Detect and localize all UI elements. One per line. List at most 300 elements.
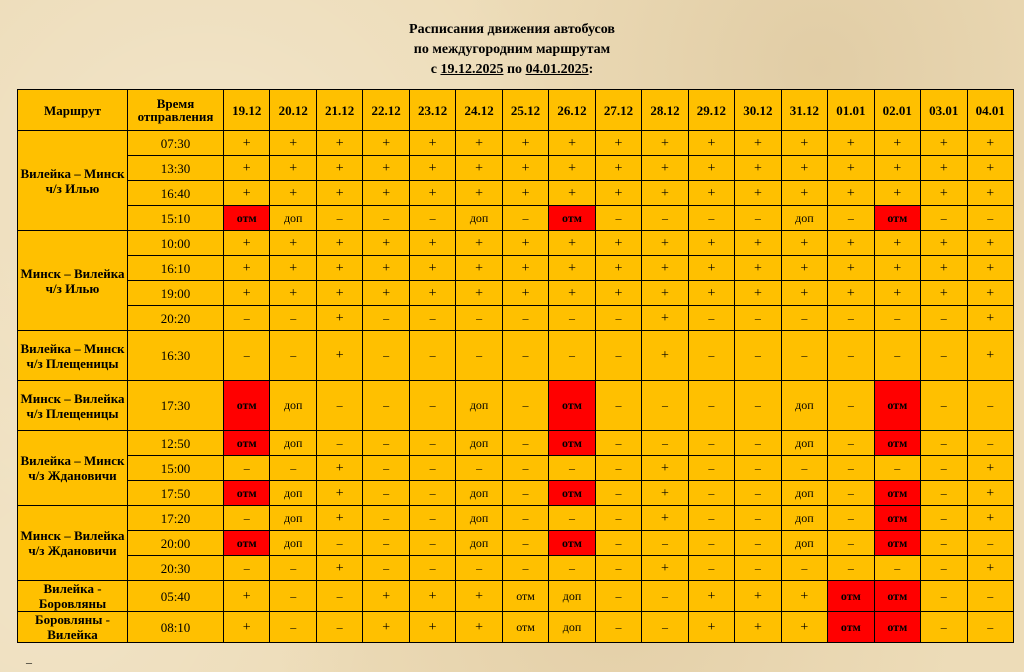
schedule-cell: –: [874, 556, 920, 581]
schedule-cell: +: [735, 131, 781, 156]
schedule-cell: +: [363, 256, 409, 281]
schedule-cell: –: [409, 531, 455, 556]
schedule-cell: –: [735, 481, 781, 506]
schedule-cell: отм: [828, 612, 874, 643]
schedule-cell: +: [316, 256, 362, 281]
schedule-cell: –: [735, 206, 781, 231]
schedule-cell: –: [363, 331, 409, 381]
schedule-cell: –: [224, 331, 270, 381]
schedule-cell: +: [409, 612, 455, 643]
schedule-cell: +: [363, 231, 409, 256]
schedule-row: [18, 531, 1014, 556]
schedule-cell: –: [363, 456, 409, 481]
schedule-row: [18, 306, 1014, 331]
route-name: Боровляны - Вилейка: [18, 612, 128, 643]
schedule-row: [18, 581, 1014, 612]
schedule-cell: +: [967, 181, 1013, 206]
title-line-1: Расписания движения автобусов: [409, 22, 615, 37]
schedule-cell: +: [316, 156, 362, 181]
header-date: 25.12: [502, 90, 548, 131]
schedule-cell: +: [967, 156, 1013, 181]
schedule-cell: отм: [224, 531, 270, 556]
schedule-cell: +: [781, 156, 827, 181]
departure-time: 08:10: [128, 612, 224, 643]
schedule-cell: –: [828, 506, 874, 531]
header-date: 02.01: [874, 90, 920, 131]
schedule-row: [18, 381, 1014, 431]
schedule-cell: +: [921, 256, 967, 281]
schedule-cell: –: [502, 456, 548, 481]
schedule-cell: –: [316, 431, 362, 456]
schedule-cell: отм: [874, 612, 920, 643]
header-date: 31.12: [781, 90, 827, 131]
schedule-cell: отм: [224, 206, 270, 231]
schedule-cell: +: [735, 156, 781, 181]
schedule-cell: +: [874, 156, 920, 181]
schedule-cell: доп: [456, 481, 502, 506]
schedule-cell: –: [735, 331, 781, 381]
schedule-cell: +: [828, 231, 874, 256]
schedule-cell: +: [549, 281, 595, 306]
footer-mark: –: [26, 655, 32, 669]
schedule-cell: +: [409, 156, 455, 181]
schedule-cell: +: [456, 581, 502, 612]
schedule-cell: –: [409, 456, 455, 481]
schedule-cell: –: [224, 306, 270, 331]
schedule-cell: –: [316, 581, 362, 612]
schedule-cell: +: [316, 456, 362, 481]
schedule-cell: доп: [781, 506, 827, 531]
schedule-cell: доп: [270, 531, 316, 556]
schedule-cell: +: [224, 156, 270, 181]
schedule-cell: отм: [549, 206, 595, 231]
title-line-2: по междугородним маршрутам: [413, 42, 611, 57]
schedule-cell: +: [409, 181, 455, 206]
schedule-cell: –: [921, 381, 967, 431]
schedule-cell: +: [967, 131, 1013, 156]
schedule-cell: –: [270, 581, 316, 612]
schedule-cell: +: [688, 181, 734, 206]
schedule-cell: +: [921, 156, 967, 181]
schedule-cell: –: [363, 481, 409, 506]
schedule-row: [18, 156, 1014, 181]
schedule-cell: –: [363, 381, 409, 431]
schedule-cell: +: [409, 281, 455, 306]
schedule-cell: +: [316, 306, 362, 331]
schedule-cell: –: [642, 381, 688, 431]
schedule-cell: +: [224, 131, 270, 156]
schedule-cell: –: [735, 381, 781, 431]
schedule-cell: –: [967, 581, 1013, 612]
schedule-cell: +: [363, 281, 409, 306]
schedule-cell: +: [316, 506, 362, 531]
schedule-cell: +: [595, 281, 641, 306]
route-name: Вилейка – Минск ч/з Плещеницы: [18, 331, 128, 381]
schedule-cell: +: [828, 156, 874, 181]
schedule-cell: –: [595, 456, 641, 481]
schedule-cell: +: [967, 506, 1013, 531]
schedule-cell: +: [735, 231, 781, 256]
schedule-cell: –: [688, 381, 734, 431]
schedule-cell: отм: [549, 381, 595, 431]
schedule-cell: +: [595, 231, 641, 256]
route-name: Минск – Вилейка ч/з Илью: [18, 231, 128, 331]
schedule-cell: +: [967, 306, 1013, 331]
schedule-row: [18, 206, 1014, 231]
departure-time: 20:00: [128, 531, 224, 556]
schedule-cell: +: [224, 581, 270, 612]
schedule-cell: –: [828, 556, 874, 581]
schedule-cell: –: [595, 431, 641, 456]
schedule-cell: –: [781, 306, 827, 331]
schedule-cell: +: [642, 156, 688, 181]
schedule-cell: –: [316, 612, 362, 643]
schedule-cell: –: [456, 306, 502, 331]
title-mid: по: [503, 62, 526, 77]
schedule-row: [18, 481, 1014, 506]
schedule-cell: –: [921, 431, 967, 456]
schedule-cell: +: [642, 481, 688, 506]
schedule-cell: –: [642, 581, 688, 612]
schedule-cell: –: [735, 431, 781, 456]
schedule-cell: –: [688, 431, 734, 456]
schedule-cell: +: [224, 231, 270, 256]
header-row: [18, 90, 1014, 131]
route-name: Минск – Вилейка ч/з Плещеницы: [18, 381, 128, 431]
schedule-cell: –: [688, 306, 734, 331]
schedule-cell: –: [270, 331, 316, 381]
schedule-cell: отм: [874, 581, 920, 612]
schedule-cell: +: [363, 156, 409, 181]
schedule-cell: +: [874, 231, 920, 256]
schedule-cell: +: [967, 456, 1013, 481]
schedule-cell: –: [595, 612, 641, 643]
schedule-cell: +: [456, 256, 502, 281]
schedule-cell: +: [874, 181, 920, 206]
departure-time: 15:10: [128, 206, 224, 231]
schedule-title: [0, 20, 1024, 80]
schedule-cell: +: [363, 181, 409, 206]
schedule-cell: –: [781, 556, 827, 581]
schedule-cell: –: [967, 431, 1013, 456]
schedule-cell: +: [270, 281, 316, 306]
schedule-cell: +: [595, 256, 641, 281]
schedule-cell: –: [595, 556, 641, 581]
header-date: 04.01: [967, 90, 1013, 131]
header-date: 26.12: [549, 90, 595, 131]
schedule-cell: +: [688, 156, 734, 181]
schedule-cell: +: [642, 456, 688, 481]
schedule-cell: –: [921, 531, 967, 556]
schedule-cell: –: [688, 481, 734, 506]
schedule-cell: отм: [549, 481, 595, 506]
schedule-cell: отм: [874, 531, 920, 556]
schedule-cell: –: [735, 456, 781, 481]
schedule-cell: –: [595, 581, 641, 612]
schedule-cell: –: [688, 506, 734, 531]
schedule-cell: отм: [549, 431, 595, 456]
schedule-cell: –: [409, 556, 455, 581]
schedule-cell: –: [828, 306, 874, 331]
title-suffix: :: [588, 62, 594, 77]
schedule-cell: –: [735, 506, 781, 531]
schedule-cell: +: [642, 306, 688, 331]
departure-time: 16:10: [128, 256, 224, 281]
schedule-cell: –: [502, 306, 548, 331]
schedule-cell: –: [874, 306, 920, 331]
schedule-cell: +: [595, 181, 641, 206]
schedule-cell: +: [828, 131, 874, 156]
schedule-cell: –: [921, 206, 967, 231]
schedule-cell: –: [921, 456, 967, 481]
schedule-cell: +: [224, 181, 270, 206]
schedule-cell: доп: [456, 431, 502, 456]
schedule-cell: –: [502, 381, 548, 431]
schedule-cell: –: [363, 506, 409, 531]
schedule-cell: +: [967, 331, 1013, 381]
schedule-cell: +: [549, 156, 595, 181]
schedule-cell: +: [549, 131, 595, 156]
schedule-cell: –: [316, 381, 362, 431]
schedule-cell: +: [456, 612, 502, 643]
route-name: Вилейка – Минск ч/з Илью: [18, 131, 128, 231]
schedule-cell: доп: [781, 206, 827, 231]
schedule-cell: +: [549, 231, 595, 256]
schedule-cell: –: [735, 306, 781, 331]
schedule-cell: +: [456, 181, 502, 206]
schedule-cell: +: [828, 181, 874, 206]
schedule-cell: +: [874, 256, 920, 281]
schedule-cell: +: [781, 231, 827, 256]
schedule-cell: отм: [502, 612, 548, 643]
departure-time: 17:30: [128, 381, 224, 431]
route-name: Минск – Вилейка ч/з Ждановичи: [18, 506, 128, 581]
schedule-cell: +: [781, 281, 827, 306]
schedule-cell: –: [874, 456, 920, 481]
schedule-cell: +: [735, 612, 781, 643]
schedule-cell: –: [502, 481, 548, 506]
header-route: Маршрут: [18, 90, 128, 131]
schedule-row: [18, 431, 1014, 456]
schedule-cell: +: [224, 612, 270, 643]
schedule-cell: доп: [456, 531, 502, 556]
schedule-cell: +: [316, 281, 362, 306]
schedule-row: [18, 556, 1014, 581]
schedule-cell: –: [828, 206, 874, 231]
schedule-cell: +: [316, 231, 362, 256]
schedule-cell: –: [502, 506, 548, 531]
title-line-3: [0, 60, 1024, 80]
header-date: 29.12: [688, 90, 734, 131]
schedule-cell: +: [642, 231, 688, 256]
schedule-cell: –: [363, 306, 409, 331]
schedule-cell: –: [549, 506, 595, 531]
schedule-cell: доп: [549, 581, 595, 612]
schedule-cell: +: [502, 156, 548, 181]
schedule-cell: –: [595, 506, 641, 531]
schedule-cell: отм: [874, 481, 920, 506]
schedule-cell: –: [409, 481, 455, 506]
schedule-cell: +: [874, 281, 920, 306]
schedule-cell: –: [921, 581, 967, 612]
schedule-row: [18, 612, 1014, 643]
schedule-cell: отм: [828, 581, 874, 612]
schedule-cell: –: [828, 531, 874, 556]
departure-time: 16:30: [128, 331, 224, 381]
header-date: 23.12: [409, 90, 455, 131]
schedule-cell: доп: [781, 531, 827, 556]
schedule-cell: –: [921, 612, 967, 643]
schedule-cell: –: [735, 531, 781, 556]
schedule-cell: +: [967, 256, 1013, 281]
schedule-cell: отм: [224, 481, 270, 506]
schedule-cell: –: [502, 206, 548, 231]
schedule-row: [18, 456, 1014, 481]
header-date: 19.12: [224, 90, 270, 131]
schedule-cell: +: [409, 581, 455, 612]
schedule-cell: –: [502, 331, 548, 381]
schedule-cell: +: [316, 131, 362, 156]
schedule-cell: +: [967, 281, 1013, 306]
schedule-cell: +: [642, 556, 688, 581]
schedule-cell: +: [502, 131, 548, 156]
schedule-cell: +: [595, 156, 641, 181]
schedule-cell: +: [409, 231, 455, 256]
schedule-cell: +: [735, 581, 781, 612]
schedule-cell: +: [270, 256, 316, 281]
schedule-cell: +: [781, 131, 827, 156]
schedule-cell: –: [967, 206, 1013, 231]
schedule-cell: отм: [874, 431, 920, 456]
schedule-cell: –: [688, 556, 734, 581]
schedule-cell: –: [595, 206, 641, 231]
schedule-cell: отм: [224, 431, 270, 456]
schedule-cell: –: [967, 531, 1013, 556]
header-date: 27.12: [595, 90, 641, 131]
schedule-cell: –: [688, 206, 734, 231]
schedule-cell: доп: [456, 506, 502, 531]
schedule-cell: +: [642, 506, 688, 531]
schedule-cell: –: [502, 531, 548, 556]
schedule-cell: –: [828, 381, 874, 431]
schedule-cell: +: [363, 581, 409, 612]
schedule-cell: –: [456, 456, 502, 481]
schedule-cell: –: [456, 331, 502, 381]
schedule-cell: –: [642, 531, 688, 556]
schedule-cell: +: [688, 256, 734, 281]
schedule-cell: +: [688, 612, 734, 643]
schedule-cell: +: [921, 181, 967, 206]
schedule-cell: +: [735, 181, 781, 206]
schedule-row: [18, 281, 1014, 306]
schedule-cell: –: [921, 331, 967, 381]
schedule-cell: –: [921, 556, 967, 581]
schedule-cell: отм: [549, 531, 595, 556]
schedule-cell: +: [688, 581, 734, 612]
schedule-cell: +: [409, 131, 455, 156]
schedule-cell: +: [921, 231, 967, 256]
departure-time: 17:50: [128, 481, 224, 506]
schedule-cell: +: [270, 156, 316, 181]
schedule-cell: –: [316, 531, 362, 556]
schedule-cell: доп: [781, 381, 827, 431]
schedule-cell: отм: [502, 581, 548, 612]
schedule-cell: доп: [270, 381, 316, 431]
schedule-cell: –: [874, 331, 920, 381]
schedule-cell: –: [967, 612, 1013, 643]
schedule-cell: +: [642, 331, 688, 381]
schedule-cell: +: [316, 481, 362, 506]
schedule-cell: +: [781, 256, 827, 281]
schedule-cell: –: [224, 556, 270, 581]
schedule-row: [18, 231, 1014, 256]
schedule-cell: –: [363, 431, 409, 456]
header-date: 20.12: [270, 90, 316, 131]
schedule-cell: –: [409, 306, 455, 331]
schedule-cell: отм: [874, 506, 920, 531]
schedule-cell: –: [688, 331, 734, 381]
header-date: 01.01: [828, 90, 874, 131]
schedule-cell: –: [828, 456, 874, 481]
schedule-cell: +: [688, 231, 734, 256]
schedule-cell: +: [921, 281, 967, 306]
schedule-cell: отм: [224, 381, 270, 431]
schedule-cell: +: [828, 256, 874, 281]
header-date: 24.12: [456, 90, 502, 131]
schedule-cell: +: [456, 231, 502, 256]
schedule-cell: –: [921, 481, 967, 506]
departure-time: 07:30: [128, 131, 224, 156]
schedule-cell: +: [270, 231, 316, 256]
schedule-cell: +: [967, 556, 1013, 581]
header-date: 22.12: [363, 90, 409, 131]
schedule-cell: –: [549, 306, 595, 331]
schedule-cell: –: [270, 306, 316, 331]
schedule-row: [18, 331, 1014, 381]
header-date: 30.12: [735, 90, 781, 131]
schedule-cell: +: [549, 256, 595, 281]
departure-time: 05:40: [128, 581, 224, 612]
departure-time: 20:30: [128, 556, 224, 581]
departure-time: 17:20: [128, 506, 224, 531]
schedule-cell: –: [828, 331, 874, 381]
schedule-cell: доп: [781, 481, 827, 506]
schedule-cell: +: [874, 131, 920, 156]
schedule-cell: –: [781, 331, 827, 381]
departure-time: 12:50: [128, 431, 224, 456]
route-name: Вилейка – Минск ч/з Ждановичи: [18, 431, 128, 506]
schedule-cell: +: [642, 131, 688, 156]
schedule-cell: –: [409, 381, 455, 431]
schedule-cell: отм: [874, 381, 920, 431]
schedule-cell: –: [409, 431, 455, 456]
schedule-cell: +: [363, 612, 409, 643]
schedule-cell: –: [642, 612, 688, 643]
departure-time: 13:30: [128, 156, 224, 181]
schedule-cell: +: [642, 256, 688, 281]
schedule-cell: +: [502, 231, 548, 256]
schedule-cell: +: [781, 612, 827, 643]
header-date: 21.12: [316, 90, 362, 131]
schedule-cell: +: [921, 131, 967, 156]
schedule-cell: –: [363, 556, 409, 581]
route-name: Вилейка - Боровляны: [18, 581, 128, 612]
schedule-cell: +: [735, 281, 781, 306]
schedule-table: [17, 89, 1014, 643]
title-prefix: с: [430, 62, 441, 77]
schedule-cell: доп: [456, 381, 502, 431]
title-date-to: 04.01.2025: [525, 62, 589, 77]
